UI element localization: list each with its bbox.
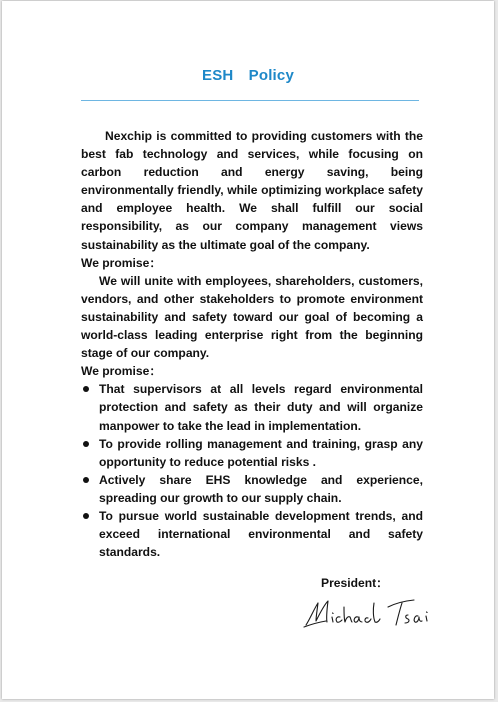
list-item	[81, 507, 423, 561]
commitment-paragraph: We will unite with employees, shareholders, customers, vendors, and other stakeholders to promote environment sustainability and safety toward our goal of becoming a world-class leading enterprise right from the beginning stage of our company.	[81, 273, 423, 361]
bullet-icon	[83, 441, 89, 447]
bullet-icon	[83, 386, 89, 392]
list-item	[81, 435, 423, 471]
policy-body	[81, 127, 423, 561]
president-label: President：	[321, 576, 389, 590]
promise-list	[81, 380, 423, 561]
bullet-icon	[83, 477, 89, 483]
signature	[302, 591, 442, 631]
list-item-text: To pursue world sustainable development trends, and exceed international environmental and safety standards.	[99, 508, 423, 560]
policy-page	[2, 1, 494, 699]
list-item-text: To provide rolling management and training, grasp any opportunity to reduce potential risks .	[99, 436, 423, 469]
title-divider	[81, 100, 419, 101]
bullet-icon	[83, 513, 89, 519]
intro-paragraph: Nexchip is committed to providing customers with the best fab technology and services, while focusing on carbon reduction and energy saving, being environmentally friendly, while optimizing workplace safety and employee health. We shall fulfill our social responsibility, as our company management views sustainability as the ultimate goal of the company.	[81, 129, 423, 252]
list-item	[81, 380, 423, 434]
list-item	[81, 471, 423, 507]
list-item-text: Actively share EHS knowledge and experience, spreading our growth to our supply chain.	[99, 472, 423, 505]
promise-label-1: We promise：	[81, 255, 162, 270]
page-title: ESH Policy	[201, 67, 295, 84]
list-item-text: That supervisors at all levels regard environmental protection and safety as their duty and will organize manpower to take the lead in implementation.	[99, 382, 423, 433]
promise-label-2: We promise：	[81, 364, 162, 379]
